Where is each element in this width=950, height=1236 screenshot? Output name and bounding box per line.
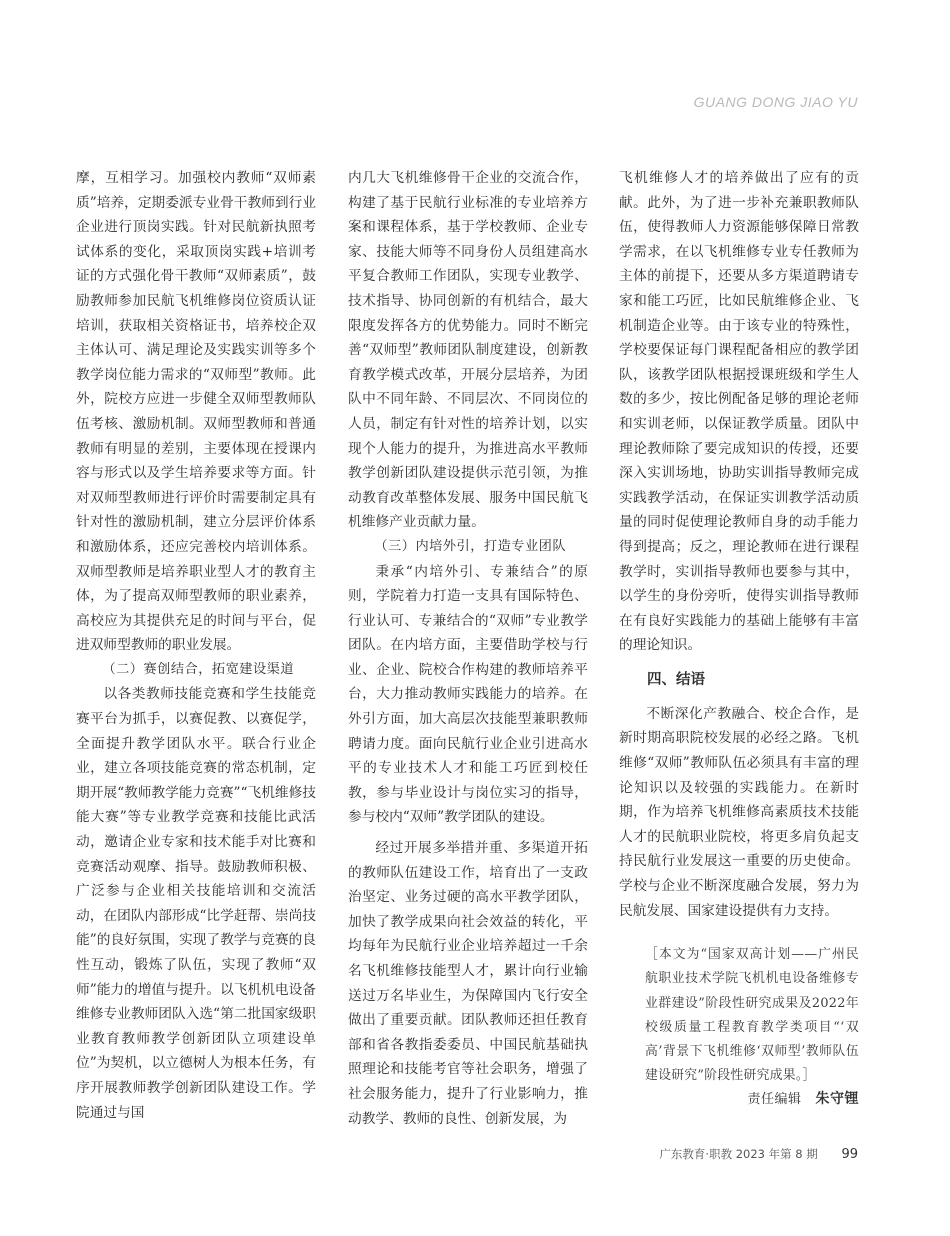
funding-note: ［本文为“国家双高计划——广州民航职业技术学院飞机机电设备维修专业群建设”阶段性研究成果及2022年校级质量工程教育教学类项目“‘双高’背景下飞机维修‘双师型’教师队伍建设研究”阶段性研究成果。］ xyxy=(645,947,859,1084)
paragraph: 秉承“内培外引、专兼结合”的原则，学院着力打造一支具有国际特色、行业认可、专兼结合的“双师”专业教学团队。在内培方面，主要借助学校与行业、企业、院校合作构建的教师培养平台，大力推动教师实践能力的培养。在外引方面，加大高层次技能型兼职教师聘请力度。面向民航行业企业引进高水平的专业技术人才和能工巧匠到校任教，参与毕业设计与岗位实习的指导，参与校内“双师”教学团队的建设。 xyxy=(348,563,588,826)
page-footer xyxy=(659,1146,858,1162)
journal-name: 广东教育·职教 xyxy=(659,1147,733,1161)
editor-name: 朱守锂 xyxy=(815,1091,859,1108)
editor-label: 责任编辑 xyxy=(747,1092,802,1108)
editor-credit xyxy=(619,1088,859,1111)
paragraph: 摩，互相学习。加强校内教师“双师素质”培养，定期委派专业骨干教师到行业企业进行顶岗实践。针对民航新执照考试体系的变化，采取顶岗实践+培训考证的方式强化骨干教师“双师素质”，鼓励教师参加民航飞机维修岗位资质认证培训，获取相关资格证书，培养校企双主体认可、满足理论及实践实训等多个教学岗位能力需求的“双师型”教师。此外，院校方应进一步健全双师型教师队伍考核、激励机制。双师型教师和普通教师有明显的差别，主要体现在授课内容与形式以及学生培养要求等方面。针对双师型教师进行评价时需要制定具有针对性的激励机制，建立分层评价体系和激励体系，还应完善校内培训体系。双师型教师是培养职业型人才的教育主体，为了提高双师型教师的职业素养，高校应为其提供充足的时间与平台，促进双师型教师的职业发展。 xyxy=(76,170,316,654)
text-column-3 xyxy=(619,166,859,1111)
subsection-heading: （三）内培外引，打造专业团队 xyxy=(374,538,567,554)
paragraph: 经过开展多举措并重、多渠道开拓的教师队伍建设工作，培育出了一支政治坚定、业务过硬的高水平教学团队，加快了教学成果向社会效益的转化，平均每年为民航行业企业培养超过一千余名飞机维修技能型人才，累计向行业输送过万名毕业生，为保障国内飞行安全做出了重要贡献。团队教师还担任教育部和省各教指委委员、中国民航基础执照理论和技能考官等社会职务，增强了社会服务能力，提升了行业影响力，推动教学、教师的良性、创新发展，为 xyxy=(348,840,588,1127)
page-number: 99 xyxy=(841,1147,858,1162)
paragraph: 以各类教师技能竞赛和学生技能竞赛平台为抓手，以赛促教、以赛促学，全面提升教学团队水平。联合行业企业，建立各项技能竞赛的常态机制，定期开展“教师教学能力竞赛”“飞机维修技能大赛”等专业教学竞赛和技能比武活动，邀请企业专家和技术能手对比赛和竞赛活动观摩、指导。鼓励教师积极、广泛参与企业相关技能培训和交流活动，在团队内部形成“比学赶帮、崇尚技能”的良好氛围，实现了教学与竞赛的良性互动，锻炼了队伍，实现了教师“双师”能力的增值与提升。以飞机机电设备维修专业教师团队入选“第二批国家级职业教育教师教学创新团队立项建设单位”为契机，以立德树人为根本任务，有序开展教师教学创新团队建设工作。学院通过与国 xyxy=(76,686,316,1121)
text-column-1 xyxy=(76,166,316,1125)
text-column-2 xyxy=(348,166,588,1131)
subsection-heading: （二）赛创结合，拓宽建设渠道 xyxy=(102,661,295,677)
running-header: GUANG DONG JIAO YU xyxy=(693,94,858,110)
issue-label: 2023 年第 8 期 xyxy=(735,1147,818,1161)
paragraph: 不断深化产教融合、校企合作，是新时期高职院校发展的必经之路。飞机维修“双师”教师队伍必须具有丰富的理论知识以及较强的实践能力。在新时期，作为培养飞机维修高素质技术技能人才的民航职业院校，将更多肩负起支持民航行业发展这一重要的历史使命。学校与企业不断深度融合发展，努力为民航发展、国家建设提供有力支持。 xyxy=(619,705,859,919)
paragraph: 内几大飞机维修骨干企业的交流合作，构建了基于民航行业标准的专业培养方案和课程体系，基于学校教师、企业专家、技能大师等不同身份人员组建高水平复合教师工作团队，实现专业教学、技术指导、协同创新的有机结合，最大限度发挥各方的优势能力。同时不断完善“双师型”教师团队制度建设，创新教育教学模式改革，开展分层培养，为团队中不同年龄、不同层次、不同岗位的人员，制定有针对性的培养计划，以实现个人能力的提升，为推进高水平教师教学创新团队建设提供示范引领，为推动教育改革整体发展、服务中国民航飞机维修产业贡献力量。 xyxy=(348,170,588,531)
paragraph: 飞机维修人才的培养做出了应有的贡献。此外，为了进一步补充兼职教师队伍，使得教师人力资源能够保障日常教学需求，在以飞机维修专业专任教师为主体的前提下，还要从多方渠道聘请专家和能工巧匠，比如民航维修企业、飞机制造企业等。由于该专业的特殊性，学校要保证每门课程配备相应的教学团队，该教学团队根据授课班级和学生人数的多少，按比例配备足够的理论老师和实训老师，以保证教学质量。团队中理论教师除了要完成知识的传授，还要深入实训场地，协助实训指导教师完成实践教学活动，在保证实训教学活动质量的同时促使理论教师自身的动手能力得到提高；反之，理论教师在进行课程教学时，实训指导教师也要参与其中，以学生的身份旁听，使得实训指导教师在有良好实践能力的基础上能够有丰富的理论知识。 xyxy=(619,170,859,654)
section-heading: 四、结语 xyxy=(647,671,705,688)
